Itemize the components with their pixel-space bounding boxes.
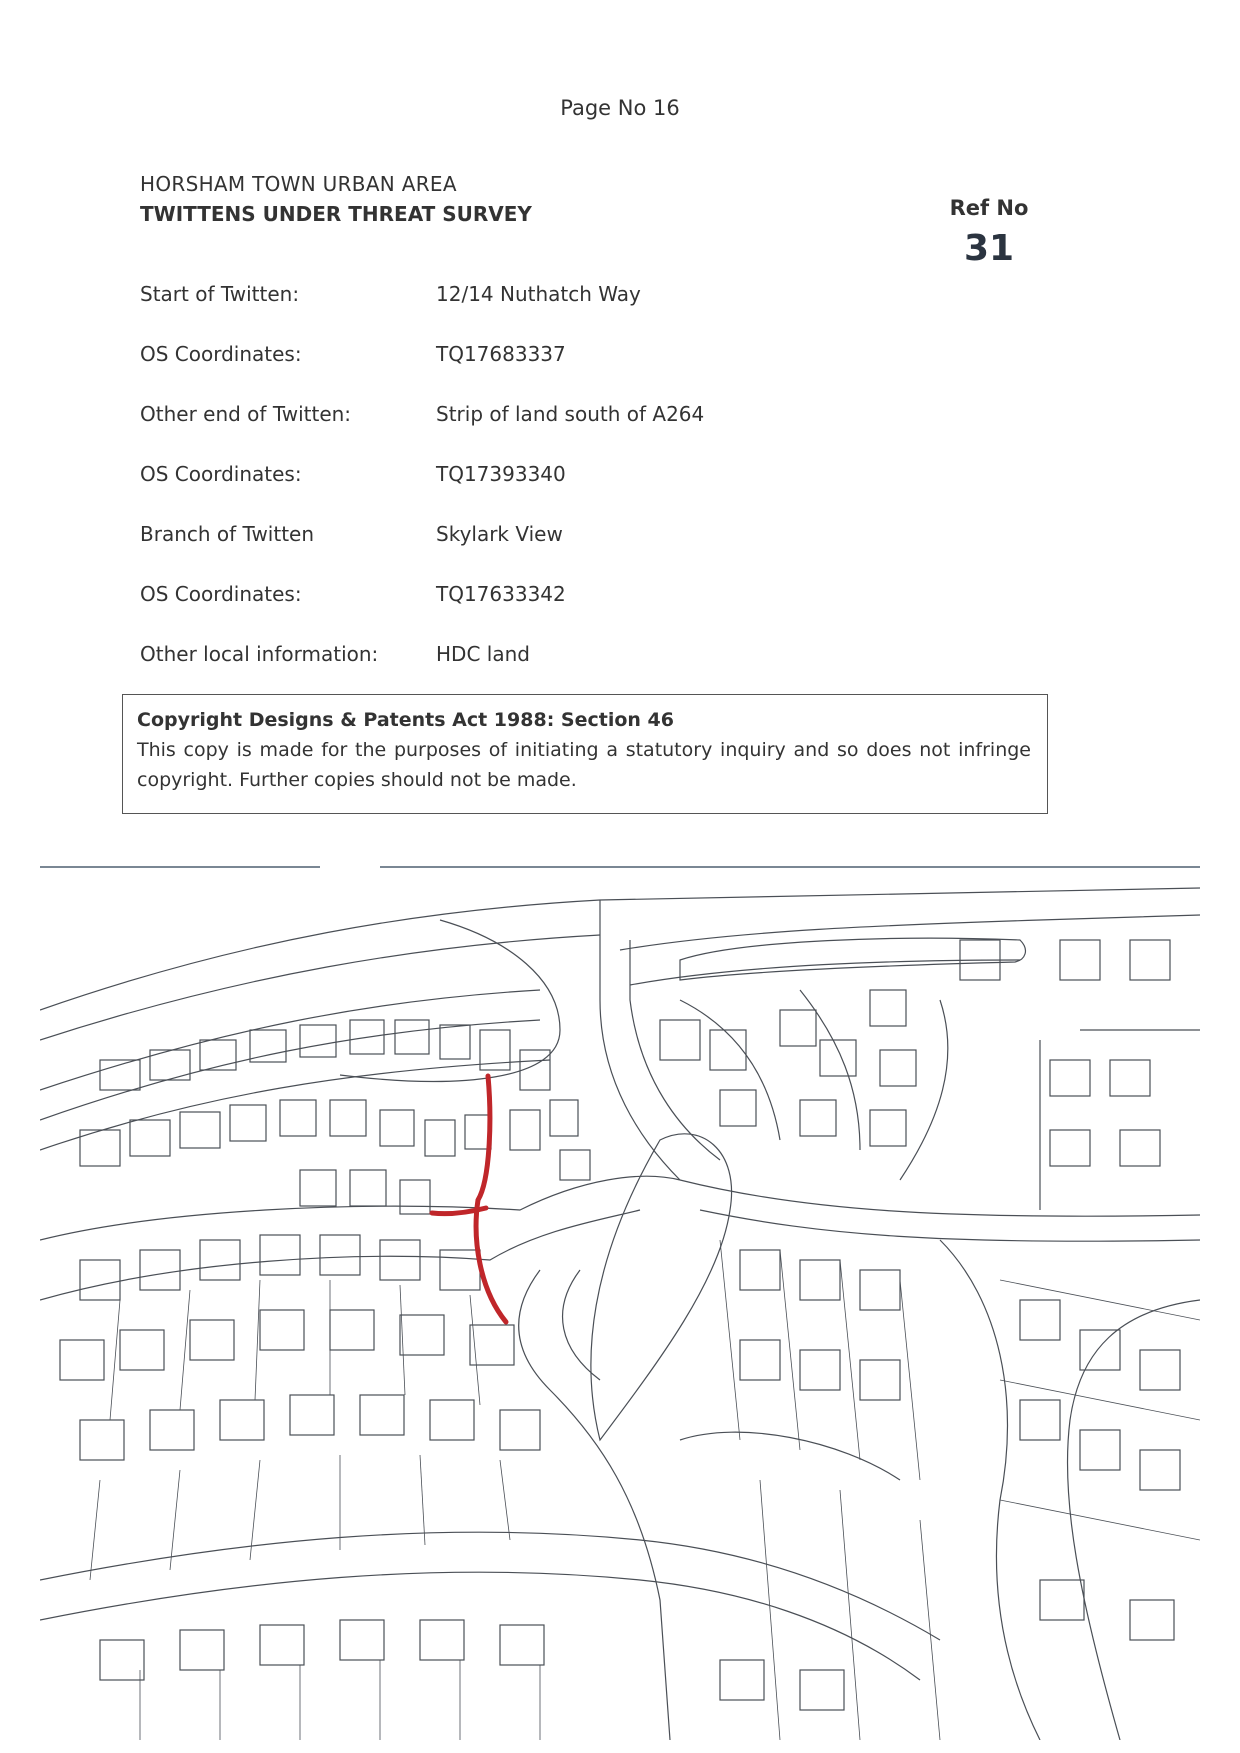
ref-label: Ref No	[949, 196, 1029, 220]
map-base	[40, 888, 1200, 1740]
ref-number: 31	[963, 228, 1015, 269]
divider-line	[380, 866, 1200, 868]
page-number: Page No 16	[560, 96, 680, 120]
divider-line	[40, 866, 320, 868]
estate-road	[40, 1176, 680, 1240]
info-value: 12/14 Nuthatch Way	[436, 282, 641, 306]
copyright-text: This copy is made for the purposes of initiating a statutory inquiry and so does not infringe copyright. Further copies should not be made.	[137, 739, 1031, 791]
estate-road	[700, 1210, 1200, 1241]
estate-road	[680, 1180, 1200, 1216]
roundabout-island	[680, 938, 1025, 980]
info-label: OS Coordinates:	[140, 342, 302, 366]
info-label: Branch of Twitten	[140, 522, 315, 546]
info-label: Other end of Twitten:	[140, 402, 352, 426]
plot-boundaries	[90, 1240, 1200, 1740]
estate-road	[940, 1240, 1040, 1740]
slip-road	[340, 920, 560, 1081]
twitten-route	[432, 1076, 506, 1322]
info-label: OS Coordinates:	[140, 462, 302, 486]
info-value: TQ17683337	[436, 342, 566, 366]
copyright-notice	[122, 694, 1048, 814]
info-label: OS Coordinates:	[140, 582, 302, 606]
info-value: TQ17393340	[436, 462, 566, 486]
a264-road-edge	[40, 935, 600, 1040]
info-value: TQ17633342	[436, 582, 566, 606]
survey-title: TWITTENS UNDER THREAT SURVEY	[140, 202, 532, 226]
a264-road-edge	[620, 915, 1200, 950]
info-value: Strip of land south of A264	[436, 402, 705, 426]
a264-road-edge	[40, 990, 540, 1090]
info-label: Start of Twitten:	[140, 282, 300, 306]
a264-road-edge	[40, 888, 1200, 1010]
location-map	[40, 880, 1200, 1740]
estate-road	[40, 1532, 940, 1640]
info-label: Other local information:	[140, 642, 379, 666]
info-value: HDC land	[436, 642, 530, 666]
side-road	[600, 900, 680, 1180]
building-footprints	[60, 940, 1180, 1710]
estate-road	[519, 1270, 670, 1740]
area-title: HORSHAM TOWN URBAN AREA	[140, 172, 457, 196]
a264-road-edge	[40, 1020, 540, 1120]
estate-road	[40, 1572, 920, 1680]
cul-de-sac	[900, 1000, 948, 1180]
side-road	[630, 940, 720, 1160]
copyright-title: Copyright Designs & Patents Act 1988: Section 46	[137, 709, 674, 731]
estate-road	[680, 1432, 900, 1480]
cul-de-sac	[800, 990, 860, 1150]
info-value: Skylark View	[436, 522, 563, 546]
estate-road	[563, 1270, 600, 1380]
